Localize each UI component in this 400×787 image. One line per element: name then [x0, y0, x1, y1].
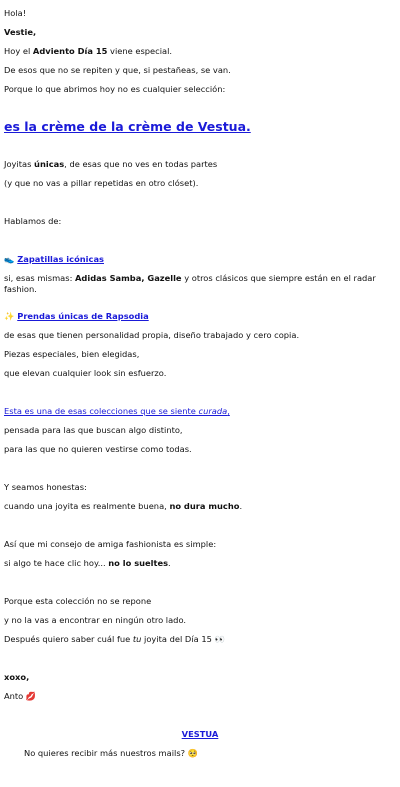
- honestas-bold: no dura mucho: [169, 501, 240, 511]
- unsubscribe-line: No quieres recibir más nuestros mails? 🥺: [24, 748, 199, 758]
- intro-bold: Adviento Día 15: [32, 46, 108, 56]
- sparkles-icon: ✨: [4, 311, 15, 321]
- hero-line: [4, 119, 396, 159]
- curada-em: curada: [198, 406, 228, 416]
- vestie-text: Vestie,: [4, 27, 37, 37]
- repone-line-1: Porque esta colección no se repone: [4, 596, 152, 606]
- xoxo-text: xoxo,: [4, 672, 30, 682]
- repone-post: joyita del Día 15 👀: [141, 634, 225, 644]
- zapatillas-link[interactable]: Zapatillas icónicas: [17, 254, 104, 264]
- curada-link[interactable]: [4, 406, 230, 416]
- joyitas-pre: Joyitas: [4, 159, 35, 169]
- consejo-post: .: [168, 558, 171, 568]
- consejo-pre: si algo te hace clic hoy...: [4, 558, 109, 568]
- joyitas-line: [4, 159, 396, 178]
- section-zapatillas-heading: [4, 254, 396, 273]
- intro-line: [4, 46, 396, 65]
- repone-em: tu: [132, 634, 142, 644]
- intro-pre: Hoy el: [4, 46, 33, 56]
- curada-post: ,: [227, 406, 230, 416]
- curada-line-3: para las que no quieren vestirse como todas.: [4, 444, 192, 454]
- signature: Anto 💋: [4, 691, 37, 701]
- repone-line-2: y no la vas a encontrar en ningún otro lado.: [4, 615, 187, 625]
- section-rapsodia-heading: [4, 311, 396, 330]
- greeting: Hola!: [4, 8, 27, 18]
- honestas-post: .: [239, 501, 243, 511]
- rapsodia-link[interactable]: Prendas únicas de Rapsodia: [17, 311, 149, 321]
- honestas-line-2: [4, 501, 396, 520]
- zapatillas-pre: si, esas mismas:: [4, 273, 76, 283]
- vestie-salutation: [4, 27, 396, 46]
- honestas-pre: cuando una joyita es realmente buena,: [4, 501, 170, 511]
- hero-link[interactable]: es la crème de la crème de Vestua.: [4, 119, 251, 134]
- vestua-link[interactable]: VESTUA: [181, 729, 219, 739]
- joyitas-bold: únicas: [34, 159, 65, 169]
- line-2: De esos que no se repiten y que, si pestañeas, se van.: [4, 65, 231, 75]
- sneaker-icon: 👟: [4, 254, 15, 264]
- curada-pre: Esta es una de esas colecciones que se siente: [4, 406, 199, 416]
- consejo-line-2: [4, 558, 396, 577]
- curada-line-2: pensada para las que buscan algo distinto,: [4, 425, 183, 435]
- consejo-line-1: Así que mi consejo de amiga fashionista es simple:: [4, 539, 217, 549]
- rapsodia-line-1: de esas que tienen personalidad propia, diseño trabajado y cero copia.: [4, 330, 300, 340]
- rapsodia-line-2: Piezas especiales, bien elegidas,: [4, 349, 140, 359]
- intro-post: viene especial.: [107, 46, 173, 56]
- section-zapatillas-text: [4, 273, 396, 292]
- zapatillas-post: y otros clásicos que siempre están en el radar fashion.: [4, 273, 376, 294]
- repone-line-3: [4, 634, 396, 653]
- honestas-line-1: Y seamos honestas:: [4, 482, 87, 492]
- joyitas-post: , de esas que no ves en todas partes: [64, 159, 218, 169]
- rapsodia-line-3: que elevan cualquier look sin esfuerzo.: [4, 368, 167, 378]
- joyitas-line-2: (y que no vas a pillar repetidas en otro clóset).: [4, 178, 199, 188]
- consejo-bold: no lo sueltes: [108, 558, 169, 568]
- curada-line: [4, 406, 396, 425]
- hablamos-line: Hablamos de:: [4, 216, 62, 226]
- line-3: Porque lo que abrimos hoy no es cualquier selección:: [4, 84, 226, 94]
- footer-brand: [4, 729, 396, 748]
- repone-pre: Después quiero saber cuál fue: [4, 634, 133, 644]
- zapatillas-bold: Adidas Samba, Gazelle: [75, 273, 182, 283]
- xoxo-line: [4, 672, 396, 691]
